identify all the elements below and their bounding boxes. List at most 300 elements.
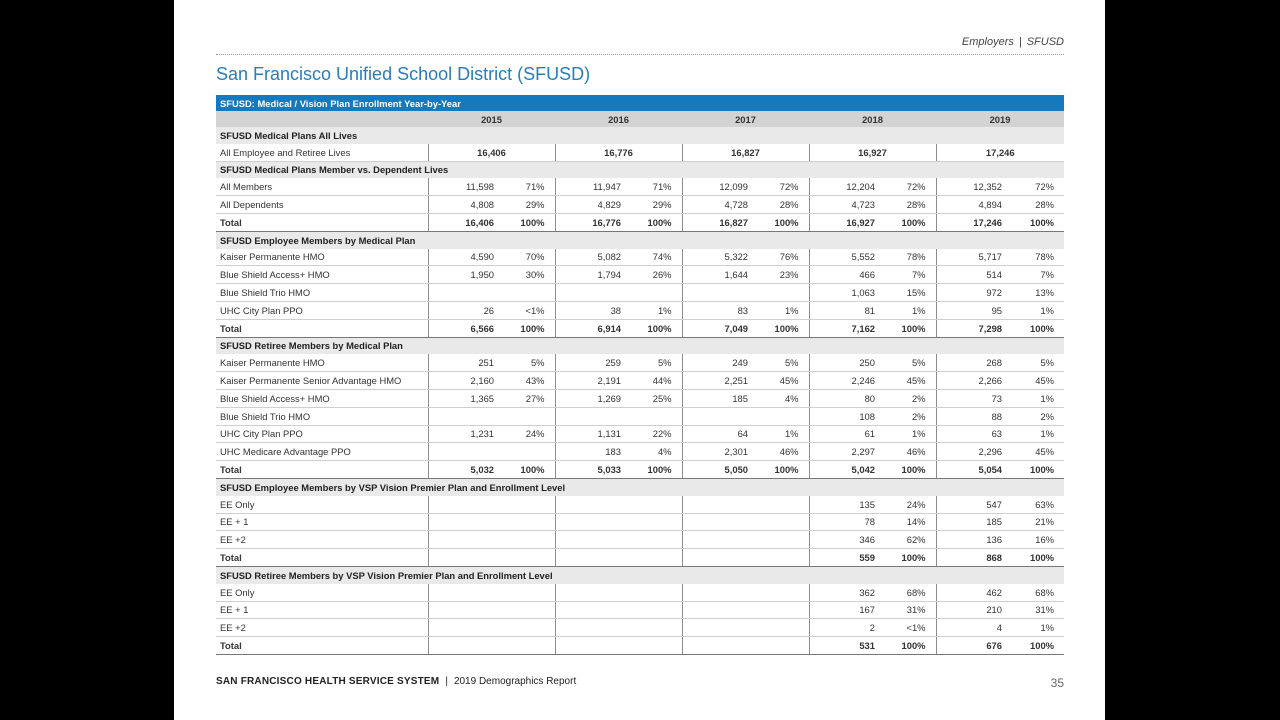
count-cell: 531	[809, 637, 879, 655]
percent-cell: 100%	[1006, 549, 1064, 567]
lives-value: 16,827	[682, 144, 809, 161]
percent-cell	[752, 637, 809, 655]
table-row	[216, 496, 1064, 513]
row-label: UHC Medicare Advantage PPO	[216, 443, 428, 461]
table-row	[216, 284, 1064, 302]
row-label: All Dependents	[216, 196, 428, 214]
count-cell: 1,269	[555, 389, 625, 407]
percent-cell	[752, 549, 809, 567]
count-cell: 2,297	[809, 443, 879, 461]
count-cell	[428, 531, 498, 549]
row-label: All Employee and Retiree Lives	[216, 144, 428, 161]
table-row	[216, 425, 1064, 443]
count-cell	[682, 407, 752, 425]
row-label: Total	[216, 461, 428, 479]
percent-cell: 100%	[625, 213, 682, 231]
percent-cell	[498, 531, 555, 549]
count-cell: 16,827	[682, 213, 752, 231]
count-cell	[555, 549, 625, 567]
count-cell: 11,947	[555, 178, 625, 195]
percent-cell: 45%	[752, 372, 809, 390]
percent-cell	[625, 584, 682, 601]
year-header-row	[216, 111, 1064, 127]
count-cell: 514	[936, 266, 1006, 284]
percent-cell: 74%	[625, 249, 682, 266]
percent-cell: 70%	[498, 249, 555, 266]
count-cell	[682, 284, 752, 302]
percent-cell: 100%	[498, 319, 555, 337]
percent-cell	[498, 513, 555, 531]
report-page	[174, 0, 1105, 720]
total-row	[216, 549, 1064, 567]
percent-cell: 16%	[1006, 531, 1064, 549]
footer	[216, 676, 576, 687]
section-header-row	[216, 478, 1064, 495]
row-label: Blue Shield Trio HMO	[216, 407, 428, 425]
percent-cell: 100%	[1006, 637, 1064, 655]
percent-cell: 100%	[879, 549, 936, 567]
row-label: Kaiser Permanente HMO	[216, 354, 428, 371]
count-cell: 5,032	[428, 461, 498, 479]
count-cell: 4,728	[682, 196, 752, 214]
count-cell: 2,296	[936, 443, 1006, 461]
total-row	[216, 319, 1064, 337]
count-cell: 4,723	[809, 196, 879, 214]
table-row	[216, 619, 1064, 637]
year-header: 2019	[936, 111, 1064, 127]
lives-value: 16,927	[809, 144, 936, 161]
percent-cell: 1%	[1006, 425, 1064, 443]
percent-cell: 5%	[498, 354, 555, 371]
count-cell: 63	[936, 425, 1006, 443]
count-cell: 5,552	[809, 249, 879, 266]
count-cell: 7,162	[809, 319, 879, 337]
count-cell: 251	[428, 354, 498, 371]
count-cell: 4,894	[936, 196, 1006, 214]
section-title: SFUSD Medical Plans Member vs. Dependent Lives	[216, 161, 1064, 178]
breadcrumb-separator: |	[1018, 36, 1022, 48]
percent-cell: 78%	[879, 249, 936, 266]
row-label: Blue Shield Access+ HMO	[216, 266, 428, 284]
count-cell	[682, 496, 752, 513]
count-cell: 11,598	[428, 178, 498, 195]
count-cell: 462	[936, 584, 1006, 601]
enrollment-table-container	[216, 95, 1064, 655]
row-label: UHC City Plan PPO	[216, 301, 428, 319]
percent-cell	[752, 619, 809, 637]
year-header-blank	[216, 111, 428, 127]
count-cell: 346	[809, 531, 879, 549]
row-label: Total	[216, 213, 428, 231]
count-cell: 2,266	[936, 372, 1006, 390]
table-caption: SFUSD: Medical / Vision Plan Enrollment Year-by-Year	[216, 95, 1064, 111]
breadcrumb	[962, 36, 1064, 48]
count-cell	[555, 601, 625, 619]
enrollment-table-body	[216, 95, 1064, 654]
percent-cell: 100%	[498, 213, 555, 231]
percent-cell	[625, 531, 682, 549]
percent-cell	[498, 284, 555, 302]
percent-cell	[752, 284, 809, 302]
row-label: UHC City Plan PPO	[216, 425, 428, 443]
total-row	[216, 213, 1064, 231]
lives-value: 17,246	[936, 144, 1064, 161]
table-row	[216, 144, 1064, 161]
percent-cell: 45%	[879, 372, 936, 390]
percent-cell: 68%	[1006, 584, 1064, 601]
count-cell: 2,191	[555, 372, 625, 390]
footer-report: 2019 Demographics Report	[453, 676, 577, 687]
percent-cell: 45%	[1006, 443, 1064, 461]
percent-cell: 100%	[625, 461, 682, 479]
count-cell	[682, 531, 752, 549]
count-cell: 5,033	[555, 461, 625, 479]
percent-cell: 1%	[752, 301, 809, 319]
count-cell: 1,644	[682, 266, 752, 284]
count-cell: 868	[936, 549, 1006, 567]
percent-cell: 100%	[879, 637, 936, 655]
table-row	[216, 196, 1064, 214]
count-cell: 6,914	[555, 319, 625, 337]
percent-cell: 72%	[1006, 178, 1064, 195]
table-row	[216, 584, 1064, 601]
percent-cell: 30%	[498, 266, 555, 284]
table-row	[216, 513, 1064, 531]
count-cell: 26	[428, 301, 498, 319]
percent-cell: 46%	[752, 443, 809, 461]
row-label: Kaiser Permanente Senior Advantage HMO	[216, 372, 428, 390]
lives-value: 16,406	[428, 144, 555, 161]
count-cell	[682, 619, 752, 637]
count-cell: 135	[809, 496, 879, 513]
section-title: SFUSD Employee Members by VSP Vision Premier Plan and Enrollment Level	[216, 478, 1064, 495]
count-cell: 17,246	[936, 213, 1006, 231]
count-cell	[555, 284, 625, 302]
percent-cell	[498, 584, 555, 601]
percent-cell: 43%	[498, 372, 555, 390]
count-cell: 1,231	[428, 425, 498, 443]
table-row	[216, 407, 1064, 425]
percent-cell	[498, 601, 555, 619]
count-cell: 250	[809, 354, 879, 371]
section-title: SFUSD Medical Plans All Lives	[216, 127, 1064, 144]
percent-cell: <1%	[879, 619, 936, 637]
count-cell	[682, 637, 752, 655]
footer-org: SAN FRANCISCO HEALTH SERVICE SYSTEM	[216, 676, 440, 687]
count-cell	[555, 407, 625, 425]
percent-cell: 100%	[498, 461, 555, 479]
count-cell	[428, 619, 498, 637]
table-row	[216, 443, 1064, 461]
percent-cell	[498, 549, 555, 567]
row-label: EE + 1	[216, 601, 428, 619]
section-header-row	[216, 231, 1064, 248]
count-cell: 2,301	[682, 443, 752, 461]
row-label: Blue Shield Trio HMO	[216, 284, 428, 302]
count-cell: 12,204	[809, 178, 879, 195]
count-cell: 12,352	[936, 178, 1006, 195]
count-cell: 5,322	[682, 249, 752, 266]
count-cell	[428, 443, 498, 461]
year-header: 2017	[682, 111, 809, 127]
section-title: SFUSD Retiree Members by Medical Plan	[216, 337, 1064, 354]
percent-cell	[625, 496, 682, 513]
percent-cell: 45%	[1006, 372, 1064, 390]
year-header: 2018	[809, 111, 936, 127]
percent-cell	[625, 513, 682, 531]
percent-cell	[625, 619, 682, 637]
percent-cell: 23%	[752, 266, 809, 284]
count-cell: 61	[809, 425, 879, 443]
percent-cell: 1%	[625, 301, 682, 319]
count-cell	[555, 531, 625, 549]
percent-cell: 29%	[625, 196, 682, 214]
count-cell: 6,566	[428, 319, 498, 337]
count-cell: 2,251	[682, 372, 752, 390]
count-cell: 16,406	[428, 213, 498, 231]
percent-cell: 2%	[1006, 407, 1064, 425]
count-cell: 4,590	[428, 249, 498, 266]
count-cell: 2	[809, 619, 879, 637]
count-cell	[428, 284, 498, 302]
count-cell: 466	[809, 266, 879, 284]
count-cell	[555, 513, 625, 531]
percent-cell: 1%	[752, 425, 809, 443]
count-cell	[682, 584, 752, 601]
percent-cell: 29%	[498, 196, 555, 214]
percent-cell: 31%	[879, 601, 936, 619]
percent-cell: 22%	[625, 425, 682, 443]
row-label: EE Only	[216, 496, 428, 513]
count-cell	[682, 601, 752, 619]
count-cell: 64	[682, 425, 752, 443]
percent-cell	[752, 531, 809, 549]
percent-cell: 24%	[879, 496, 936, 513]
count-cell: 4	[936, 619, 1006, 637]
total-row	[216, 637, 1064, 655]
percent-cell: 62%	[879, 531, 936, 549]
percent-cell: <1%	[498, 301, 555, 319]
count-cell: 12,099	[682, 178, 752, 195]
count-cell: 5,042	[809, 461, 879, 479]
footer-separator: |	[445, 676, 448, 687]
percent-cell: 1%	[1006, 619, 1064, 637]
table-row	[216, 301, 1064, 319]
section-title: SFUSD Retiree Members by VSP Vision Premier Plan and Enrollment Level	[216, 566, 1064, 583]
table-caption-row	[216, 95, 1064, 111]
table-row	[216, 178, 1064, 195]
percent-cell	[752, 407, 809, 425]
percent-cell: 63%	[1006, 496, 1064, 513]
percent-cell	[752, 496, 809, 513]
percent-cell: 1%	[1006, 389, 1064, 407]
count-cell: 1,794	[555, 266, 625, 284]
section-title: SFUSD Employee Members by Medical Plan	[216, 231, 1064, 248]
enrollment-table	[216, 95, 1064, 655]
table-row	[216, 531, 1064, 549]
percent-cell: 14%	[879, 513, 936, 531]
count-cell: 16,927	[809, 213, 879, 231]
percent-cell: 100%	[752, 213, 809, 231]
percent-cell: 4%	[625, 443, 682, 461]
count-cell: 81	[809, 301, 879, 319]
count-cell	[555, 637, 625, 655]
percent-cell: 28%	[752, 196, 809, 214]
count-cell: 185	[682, 389, 752, 407]
count-cell: 4,808	[428, 196, 498, 214]
row-label: Total	[216, 319, 428, 337]
percent-cell: 76%	[752, 249, 809, 266]
percent-cell: 100%	[752, 319, 809, 337]
percent-cell: 7%	[879, 266, 936, 284]
percent-cell	[498, 637, 555, 655]
row-label: EE +2	[216, 619, 428, 637]
count-cell: 38	[555, 301, 625, 319]
count-cell: 2,246	[809, 372, 879, 390]
percent-cell: 5%	[879, 354, 936, 371]
percent-cell: 100%	[752, 461, 809, 479]
table-row	[216, 266, 1064, 284]
row-label: Total	[216, 549, 428, 567]
percent-cell: 68%	[879, 584, 936, 601]
count-cell: 183	[555, 443, 625, 461]
count-cell	[555, 584, 625, 601]
percent-cell: 72%	[879, 178, 936, 195]
percent-cell	[625, 601, 682, 619]
percent-cell	[625, 284, 682, 302]
count-cell	[428, 496, 498, 513]
row-label: EE +2	[216, 531, 428, 549]
section-header-row	[216, 161, 1064, 178]
table-row	[216, 601, 1064, 619]
percent-cell: 78%	[1006, 249, 1064, 266]
count-cell: 362	[809, 584, 879, 601]
percent-cell: 100%	[879, 213, 936, 231]
percent-cell: 13%	[1006, 284, 1064, 302]
count-cell: 1,950	[428, 266, 498, 284]
count-cell: 2,160	[428, 372, 498, 390]
percent-cell: 100%	[879, 461, 936, 479]
percent-cell	[498, 443, 555, 461]
percent-cell: 71%	[625, 178, 682, 195]
count-cell	[428, 513, 498, 531]
table-row	[216, 389, 1064, 407]
count-cell: 80	[809, 389, 879, 407]
count-cell: 259	[555, 354, 625, 371]
percent-cell: 25%	[625, 389, 682, 407]
header-divider	[216, 54, 1064, 55]
row-label: Total	[216, 637, 428, 655]
percent-cell	[625, 549, 682, 567]
count-cell: 676	[936, 637, 1006, 655]
count-cell	[428, 584, 498, 601]
year-header: 2016	[555, 111, 682, 127]
total-row	[216, 461, 1064, 479]
percent-cell	[498, 496, 555, 513]
count-cell: 1,063	[809, 284, 879, 302]
count-cell: 7,049	[682, 319, 752, 337]
count-cell: 210	[936, 601, 1006, 619]
count-cell	[682, 513, 752, 531]
lives-value: 16,776	[555, 144, 682, 161]
percent-cell: 44%	[625, 372, 682, 390]
percent-cell: 15%	[879, 284, 936, 302]
table-row	[216, 372, 1064, 390]
row-label: All Members	[216, 178, 428, 195]
count-cell: 4,829	[555, 196, 625, 214]
percent-cell: 100%	[625, 319, 682, 337]
count-cell: 5,717	[936, 249, 1006, 266]
percent-cell: 28%	[879, 196, 936, 214]
percent-cell	[498, 619, 555, 637]
count-cell: 5,054	[936, 461, 1006, 479]
percent-cell: 72%	[752, 178, 809, 195]
count-cell	[428, 549, 498, 567]
count-cell: 88	[936, 407, 1006, 425]
percent-cell	[498, 407, 555, 425]
section-header-row	[216, 566, 1064, 583]
percent-cell: 5%	[625, 354, 682, 371]
count-cell: 559	[809, 549, 879, 567]
breadcrumb-section: Employers	[961, 36, 1014, 48]
percent-cell: 100%	[1006, 213, 1064, 231]
percent-cell	[752, 513, 809, 531]
percent-cell: 100%	[1006, 461, 1064, 479]
row-label: Blue Shield Access+ HMO	[216, 389, 428, 407]
count-cell: 108	[809, 407, 879, 425]
count-cell	[428, 407, 498, 425]
percent-cell: 5%	[752, 354, 809, 371]
percent-cell: 1%	[879, 301, 936, 319]
percent-cell: 1%	[1006, 301, 1064, 319]
count-cell	[555, 496, 625, 513]
count-cell: 5,050	[682, 461, 752, 479]
percent-cell: 26%	[625, 266, 682, 284]
count-cell	[682, 549, 752, 567]
section-header-row	[216, 337, 1064, 354]
page-number: 35	[1050, 676, 1064, 690]
percent-cell: 2%	[879, 407, 936, 425]
count-cell: 136	[936, 531, 1006, 549]
percent-cell: 24%	[498, 425, 555, 443]
year-header: 2015	[428, 111, 555, 127]
row-label: EE + 1	[216, 513, 428, 531]
count-cell: 16,776	[555, 213, 625, 231]
percent-cell: 5%	[1006, 354, 1064, 371]
count-cell: 1,365	[428, 389, 498, 407]
count-cell: 78	[809, 513, 879, 531]
count-cell: 547	[936, 496, 1006, 513]
count-cell: 5,082	[555, 249, 625, 266]
count-cell: 185	[936, 513, 1006, 531]
count-cell: 83	[682, 301, 752, 319]
percent-cell: 2%	[879, 389, 936, 407]
count-cell	[428, 637, 498, 655]
count-cell: 268	[936, 354, 1006, 371]
table-row	[216, 354, 1064, 371]
count-cell: 7,298	[936, 319, 1006, 337]
section-header-row	[216, 127, 1064, 144]
count-cell	[555, 619, 625, 637]
percent-cell	[625, 407, 682, 425]
percent-cell	[752, 584, 809, 601]
table-row	[216, 249, 1064, 266]
percent-cell: 100%	[879, 319, 936, 337]
percent-cell: 1%	[879, 425, 936, 443]
count-cell: 249	[682, 354, 752, 371]
percent-cell: 46%	[879, 443, 936, 461]
count-cell: 73	[936, 389, 1006, 407]
